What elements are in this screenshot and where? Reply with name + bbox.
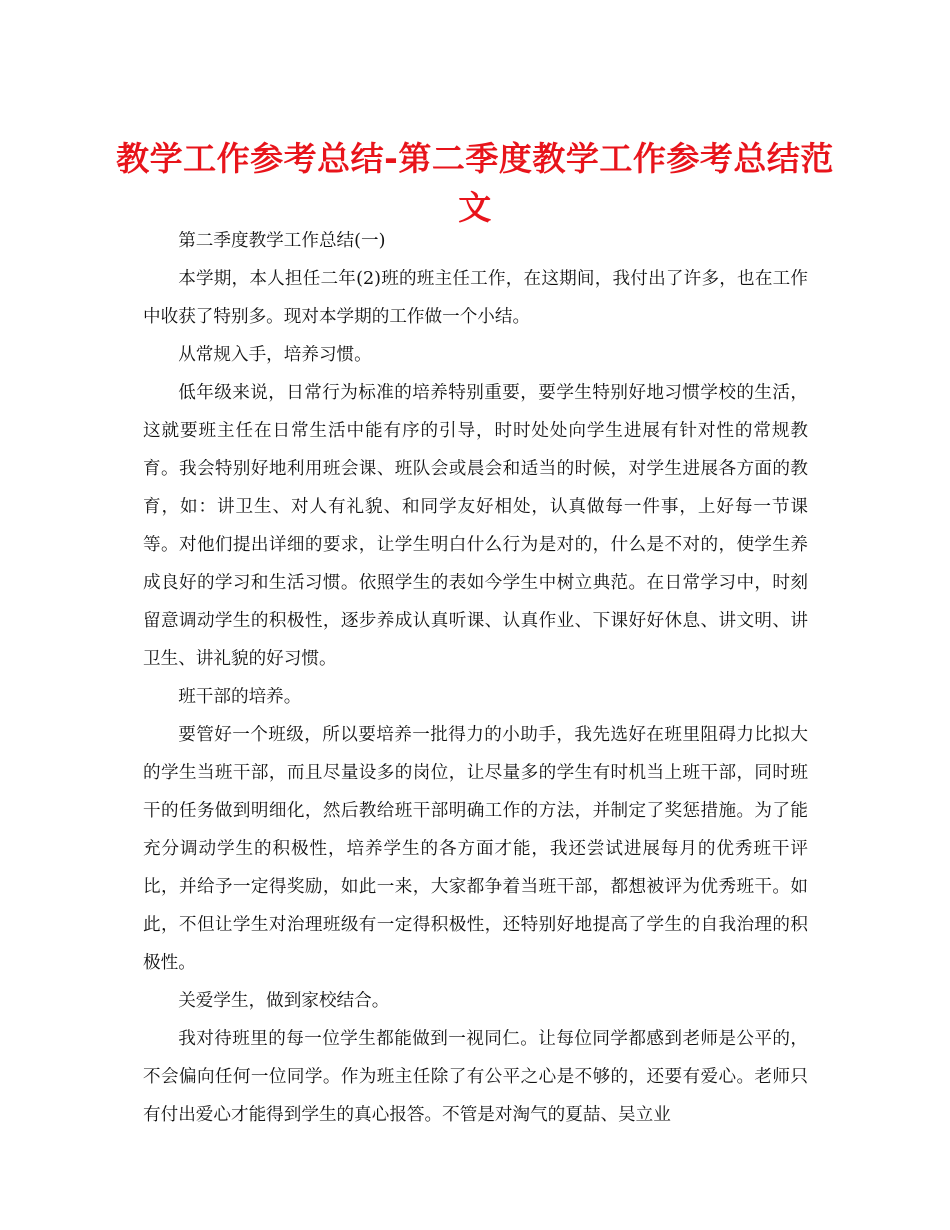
paragraph: 低年级来说，日常行为标准的培养特别重要，要学生特别好地习惯学校的生活，这就要班主任在日常生活中能有序的引导，时时处处向学生进展有针对性的常规教育。我会特别好地利用班会课、班队会或晨会和适当的时候，对学生进展各方面的教育，如：讲卫生、对人有礼貌、和同学友好相处，认真做每一件事，上好每一节课等。对他们提出详细的要求，让学生明白什么行为是对的，什么是不对的，使学生养成良好的学习和生活习惯。依照学生的表如今学生中树立典范。在日常学习中，时刻留意调动学生的积极性，逐步养成认真听课、认真作业、下课好好休息、讲文明、讲卫生、讲礼貌的好习惯。 [143,383,808,669]
document-title: 教学工作参考总结-第二季度教学工作参考总结范文 [116,139,834,227]
paragraph: 要管好一个班级，所以要培养一批得力的小助手，我先选好在班里阻碍力比拟大的学生当班干部，而且尽量设多的岗位，让尽量多的学生有时机当上班干部，同时班干的任务做到明细化，然后教给班干部明确工作的方法，并制定了奖惩措施。为了能充分调动学生的积极性，培养学生的各方面才能，我还尝试进展每月的优秀班干评比，并给予一定得奖励，如此一来，大家都争着当班干部，都想被评为优秀班干。如此，不但让学生对治理班级有一定得积极性，还特别好地提高了学生的自我治理的积极性。 [143,725,808,973]
document-body [143,222,808,1134]
paragraph: 本学期，本人担任二年(2)班的班主任工作，在这期间，我付出了许多，也在工作中收获了特别多。现对本学期的工作做一个小结。 [143,269,808,327]
section-heading: 班干部的培养。 [178,687,302,707]
paragraph: 我对待班里的每一位学生都能做到一视同仁。让每位同学都感到老师是公平的，不会偏向任何一位同学。作为班主任除了有公平之心是不够的，还要有爱心。老师只有付出爱心才能得到学生的真心报答。不管是对淘气的夏喆、吴立业 [143,1029,808,1125]
section-heading: 关爱学生，做到家校结合。 [178,991,390,1011]
section-heading: 第二季度教学工作总结(一) [178,231,386,251]
section-heading: 从常规入手，培养习惯。 [178,345,372,365]
